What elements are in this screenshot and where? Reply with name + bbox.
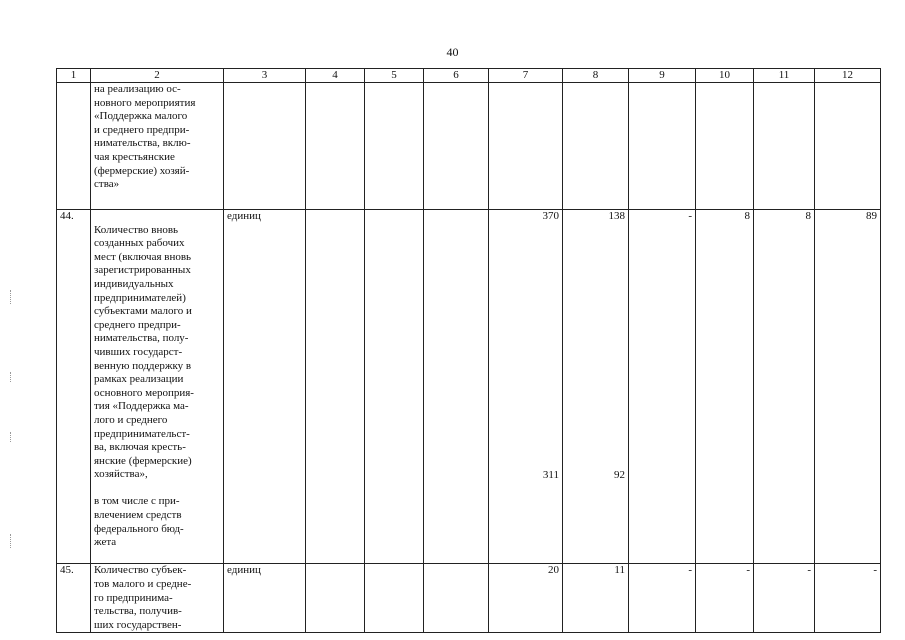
indicator-description: Количество субъек- тов малого и средне- го предпринима- тельства, получив- ших государствен- — [91, 564, 224, 633]
value-cell — [306, 564, 365, 633]
value-cell: - — [629, 564, 696, 633]
value-cell — [365, 83, 424, 210]
value-cell: - — [815, 564, 881, 633]
row-number — [57, 83, 91, 210]
unit-cell: единиц — [224, 564, 306, 633]
value-cell — [489, 210, 563, 564]
indicator-description-cell — [91, 210, 224, 564]
table-row — [57, 83, 881, 210]
table-row — [57, 210, 881, 564]
value-cell: 11 — [563, 564, 629, 633]
column-number-header — [57, 69, 881, 83]
value-cell — [306, 83, 365, 210]
value-cell — [306, 210, 365, 564]
value-cell — [629, 83, 696, 210]
table-row — [57, 564, 881, 633]
value-cell — [563, 83, 629, 210]
indicator-description: Количество вновь созданных рабочих мест (включая вновь зарегистрированных индивидуальных предпринимателей) субъектами малого и среднего предпри- нимательства, полу- чивших государст- венную поддержку в рамках реализации основного мероприя- тия «Поддержка ма- лого и среднего предпринимательст- ва, включая кресть- янские (фермерские) хозяйства», — [94, 223, 194, 481]
value-cell — [563, 210, 629, 564]
value-cell: - — [754, 564, 815, 633]
row-number: 44. — [57, 210, 91, 564]
header-cell: 3 — [224, 69, 306, 83]
value-cell — [696, 83, 754, 210]
value-cell — [489, 83, 563, 210]
value-cell: 8 — [754, 210, 815, 564]
value-cell: - — [629, 210, 696, 564]
page-number: 40 — [446, 45, 459, 59]
header-cell: 2 — [91, 69, 224, 83]
header-cell: 6 — [424, 69, 489, 83]
header-cell: 12 — [815, 69, 881, 83]
header-cell: 5 — [365, 69, 424, 83]
header-cell: 1 — [57, 69, 91, 83]
indicator-description: на реализацию ос- новного мероприятия «Поддержка малого и среднего предпри- нимательства, вклю- чая крестьянские (фермерские) хозяй- ства» — [91, 83, 224, 210]
indicator-table — [56, 68, 881, 633]
value-federal: 92 — [614, 468, 625, 481]
scan-mark — [10, 534, 12, 548]
header-cell: 9 — [629, 69, 696, 83]
value-total: 138 — [608, 210, 625, 222]
scan-mark — [10, 372, 12, 382]
row-number: 45. — [57, 564, 91, 633]
scan-mark — [10, 290, 12, 304]
value-federal: 311 — [542, 468, 559, 481]
header-cell: 10 — [696, 69, 754, 83]
unit-cell: единиц — [224, 210, 306, 564]
header-cell: 11 — [754, 69, 815, 83]
value-cell: 20 — [489, 564, 563, 633]
value-cell: - — [696, 564, 754, 633]
value-cell — [815, 83, 881, 210]
value-cell — [424, 210, 489, 564]
indicator-sub-description: в том числе с при- влечением средств федерального бюд- жета — [94, 495, 184, 549]
header-cell: 4 — [306, 69, 365, 83]
value-cell — [754, 83, 815, 210]
value-cell: 89 — [815, 210, 881, 564]
value-cell — [365, 210, 424, 564]
header-cell: 8 — [563, 69, 629, 83]
header-cell: 7 — [489, 69, 563, 83]
scan-mark — [10, 432, 12, 442]
value-cell — [424, 83, 489, 210]
value-cell — [365, 564, 424, 633]
value-cell — [424, 564, 489, 633]
value-cell: 8 — [696, 210, 754, 564]
value-total: 370 — [542, 210, 559, 222]
unit-cell — [224, 83, 306, 210]
